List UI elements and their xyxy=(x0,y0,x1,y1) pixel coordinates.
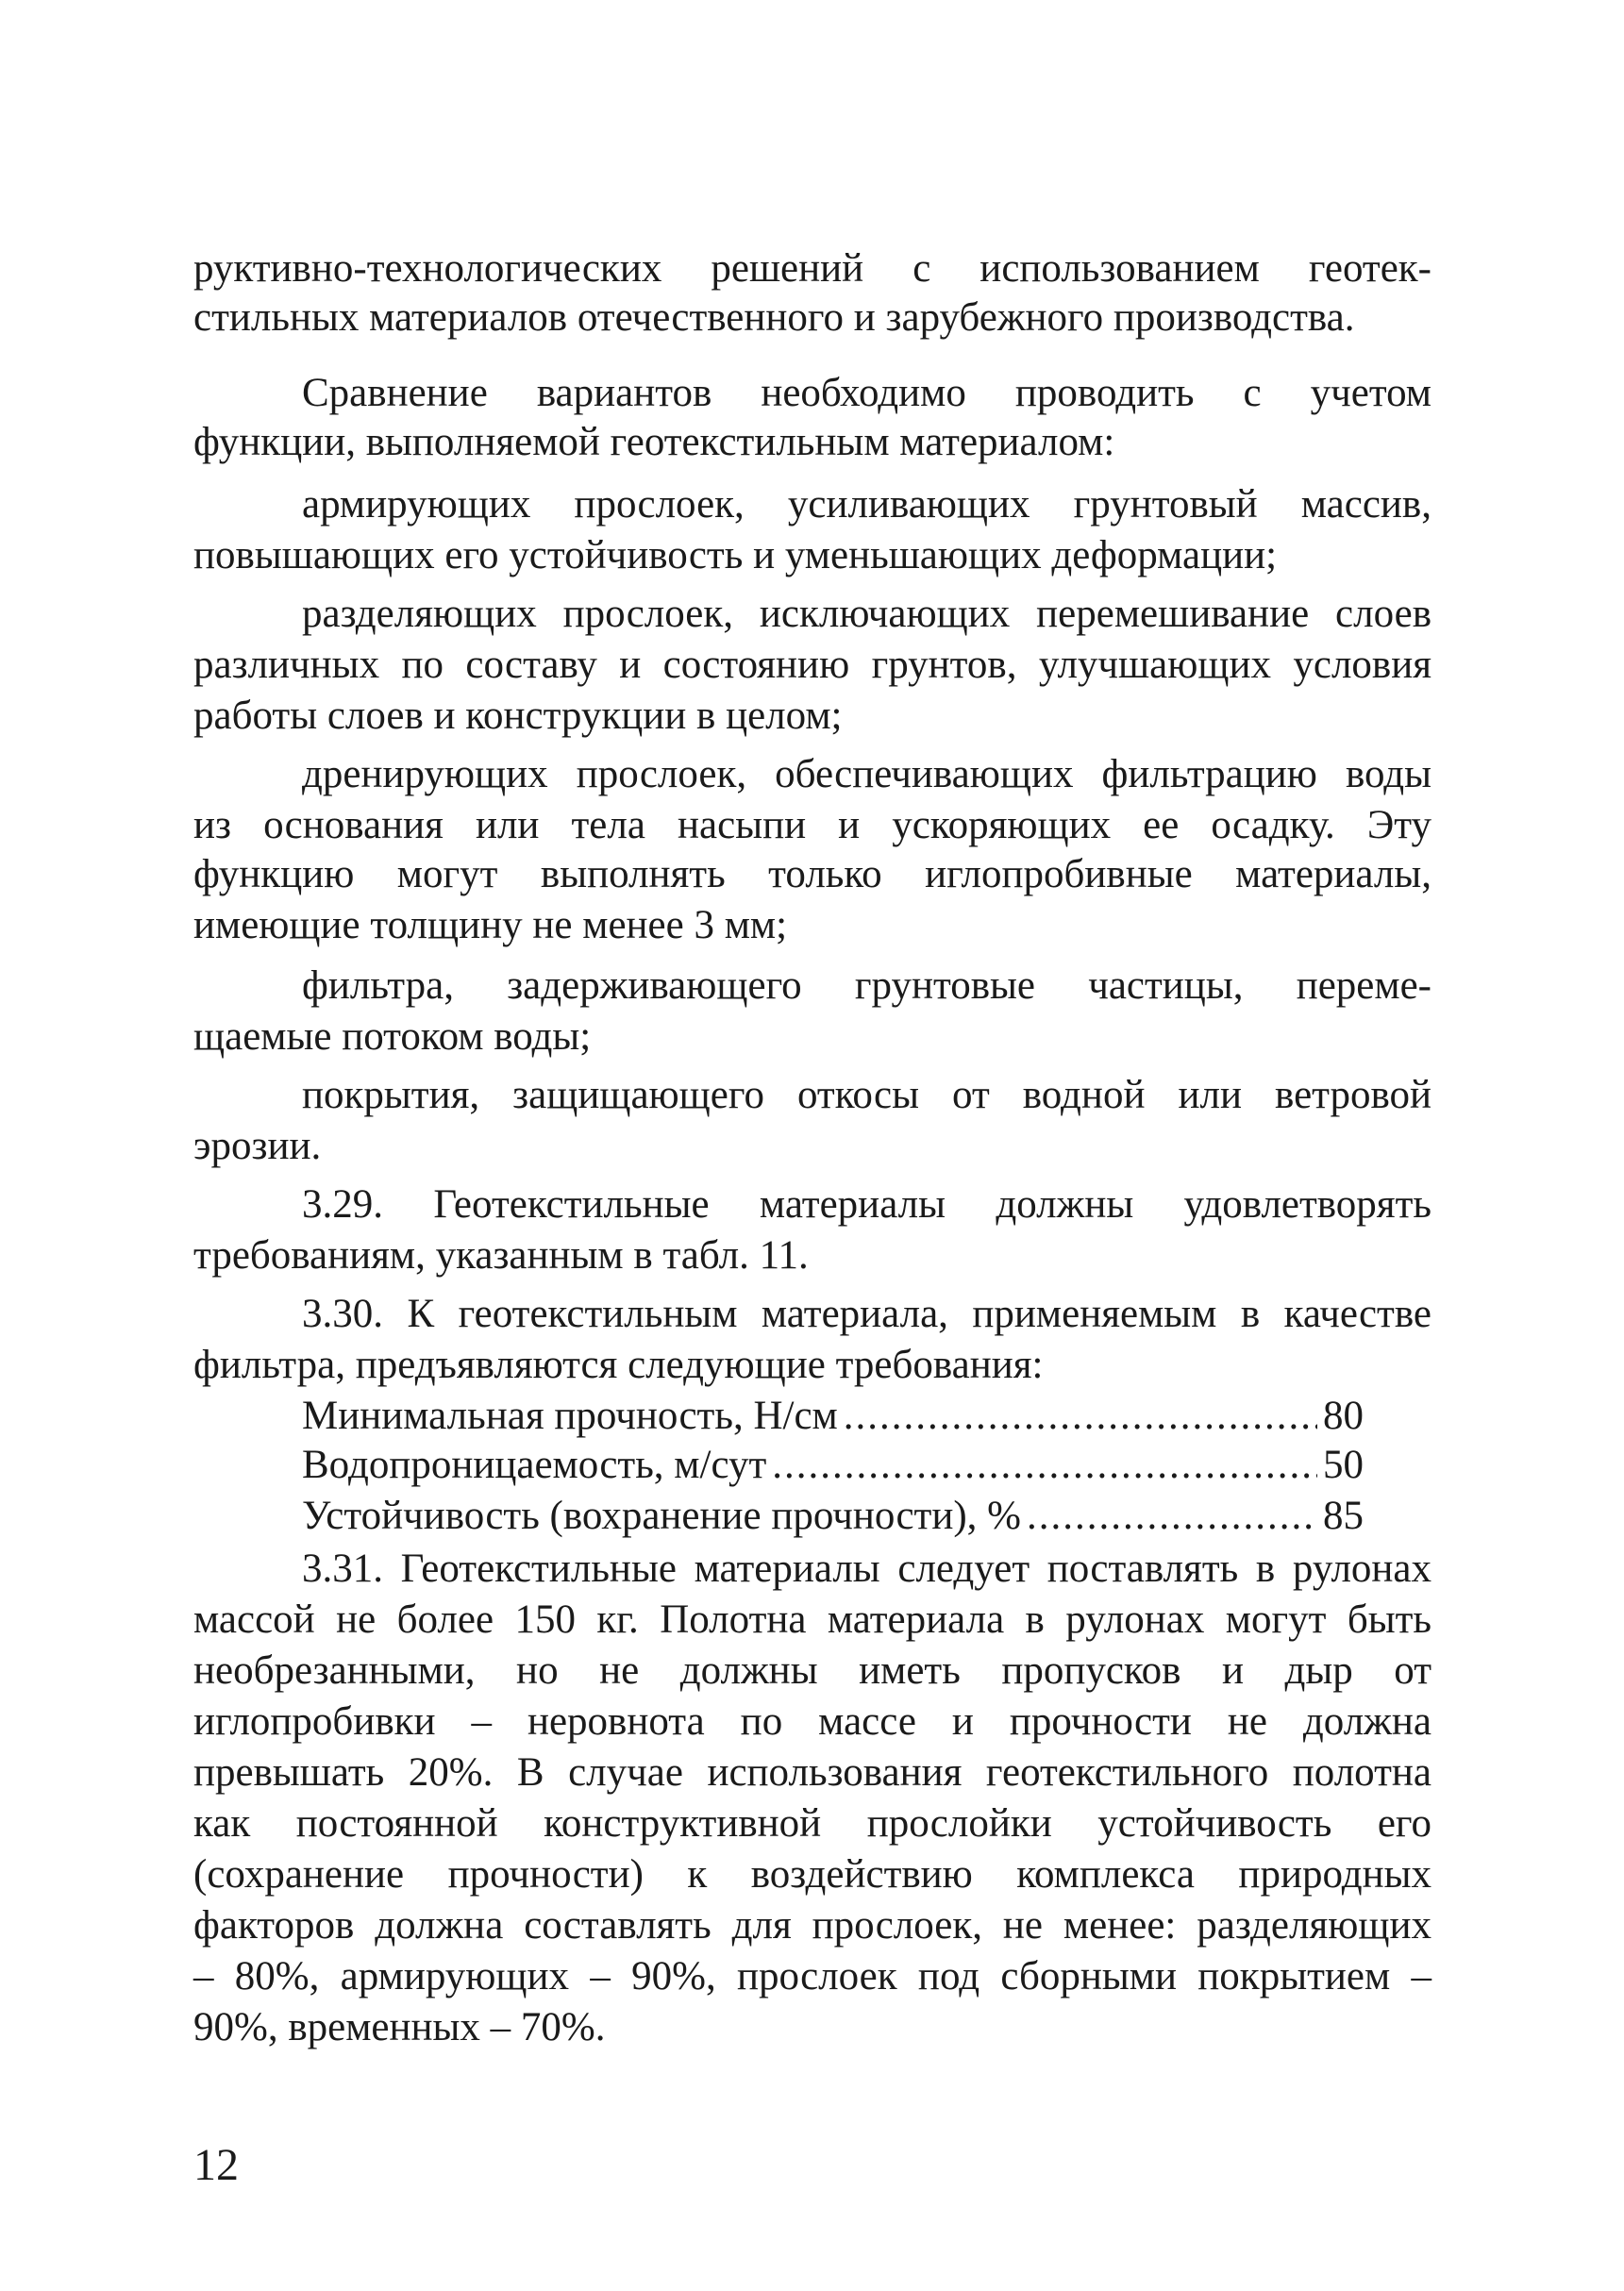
requirement-value: 50 xyxy=(1323,1443,1364,1487)
text-line: разделяющих прослоек, исключающих перемешивание слоев xyxy=(302,592,1431,636)
text-line: (сохранение прочности) к воздействию комплекса природных xyxy=(193,1852,1431,1897)
text-line: имеющие толщину не менее 3 мм; xyxy=(193,903,788,947)
dot-leader xyxy=(844,1390,1317,1443)
text-line: – 80%, армирующих – 90%, прослоек под сборными покрытием – xyxy=(193,1954,1431,1998)
dot-leader xyxy=(772,1439,1317,1492)
text-line: работы слоев и конструкции в целом; xyxy=(193,694,843,738)
dot-leader xyxy=(1027,1490,1317,1543)
text-line: фильтра, предъявляются следующие требования: xyxy=(193,1343,1044,1387)
text-line: 90%, временных – 70%. xyxy=(193,2005,606,2049)
text-line: 3.29. Геотекстильные материалы должны удовлетворять xyxy=(302,1182,1431,1227)
requirement-row xyxy=(302,1439,1364,1492)
requirement-label: Водопроницаемость, м/сут xyxy=(302,1443,767,1487)
text-line: щаемые потоком воды; xyxy=(193,1014,592,1059)
text-line: иглопробивки – неровнота по массе и прочности не должна xyxy=(193,1699,1431,1744)
text-line: факторов должна составлять для прослоек, не менее: разделяющих xyxy=(193,1903,1431,1948)
requirement-row xyxy=(302,1490,1364,1543)
text-line: армирующих прослоек, усиливающих грунтовый массив, xyxy=(302,482,1431,527)
page-number: 12 xyxy=(193,2140,239,2190)
text-line: покрытия, защищающего откосы от водной или ветровой xyxy=(302,1073,1431,1117)
text-line: стильных материалов отечественного и зарубежного производства. xyxy=(193,295,1355,340)
requirement-label: Минимальная прочность, Н/см xyxy=(302,1394,838,1438)
text-line: функции, выполняемой геотекстильным материалом: xyxy=(193,420,1115,464)
text-line: превышать 20%. В случае использования геотекстильного полотна xyxy=(193,1750,1431,1795)
text-line: необрезанными, но не должны иметь пропусков и дыр от xyxy=(193,1648,1431,1693)
requirement-value: 80 xyxy=(1323,1394,1364,1438)
text-line: дренирующих прослоек, обеспечивающих фильтрацию воды xyxy=(302,752,1431,796)
text-line: различных по составу и состоянию грунтов, улучшающих условия xyxy=(193,643,1431,687)
text-line: функцию могут выполнять только иглопробивные материалы, xyxy=(193,852,1431,896)
requirement-label: Устойчивость (вохранение прочности), % xyxy=(302,1494,1021,1538)
requirement-value: 85 xyxy=(1323,1494,1364,1538)
text-line: руктивно-технологических решений с использованием геотек- xyxy=(193,246,1431,291)
text-line: 3.30. К геотекстильным материала, применяемым в качестве xyxy=(302,1292,1431,1336)
text-line: повышающих его устойчивость и уменьшающих деформации; xyxy=(193,533,1278,577)
requirement-row xyxy=(302,1390,1364,1443)
text-line: как постоянной конструктивной прослойки устойчивость его xyxy=(193,1801,1431,1846)
text-line: массой не более 150 кг. Полотна материала в рулонах могут быть xyxy=(193,1597,1431,1642)
text-line: из основания или тела насыпи и ускоряющих ее осадку. Эту xyxy=(193,803,1431,847)
text-line: Сравнение вариантов необходимо проводить с учетом xyxy=(302,371,1431,415)
text-line: фильтра, задерживающего грунтовые частицы, переме- xyxy=(302,963,1431,1008)
text-line: эрозии. xyxy=(193,1124,322,1168)
text-line: требованиям, указанным в табл. 11. xyxy=(193,1233,809,1278)
text-line: 3.31. Геотекстильные материалы следует поставлять в рулонах xyxy=(302,1547,1431,1591)
